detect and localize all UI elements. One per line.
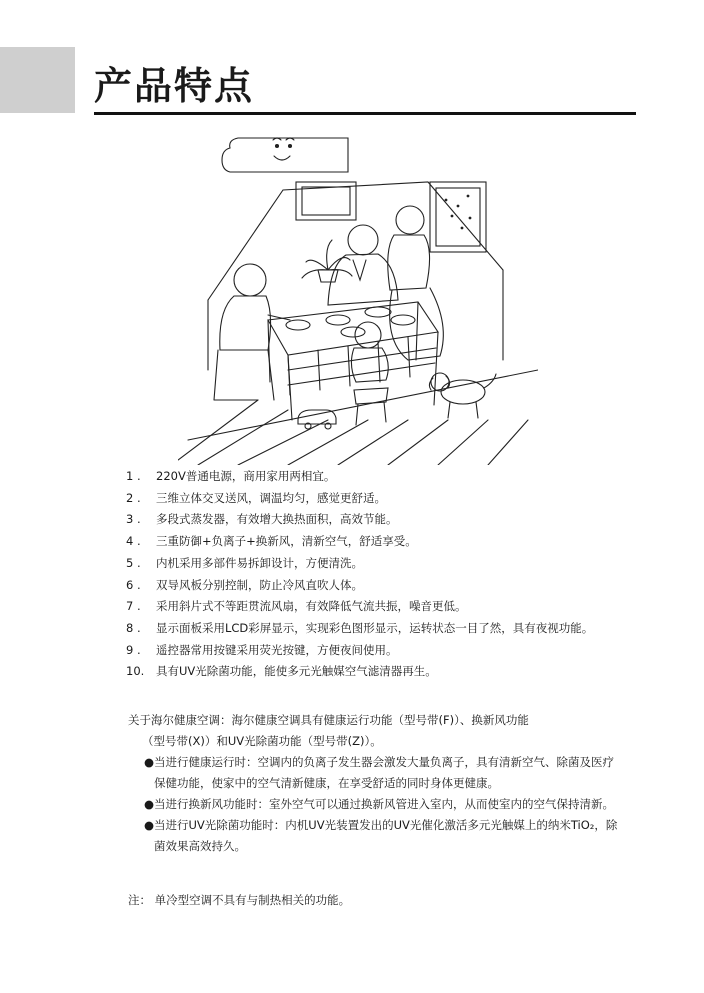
list-item: [128, 794, 618, 815]
item-text: 三维立体交叉送风，调温均匀，感觉更舒适。: [156, 490, 386, 505]
list-item: [128, 752, 618, 794]
item-number: 7 .: [126, 599, 141, 614]
list-item: [126, 618, 626, 640]
bullet-text: 当进行换新风功能时：室外空气可以通过换新风管进入室内，从而使室内的空气保持清新。: [154, 797, 614, 811]
air-conditioner-illustration: [222, 138, 348, 172]
bullet-icon: ●: [144, 818, 155, 832]
list-item: [126, 575, 626, 597]
item-text: 三重防御+负离子+换新风，清新空气，舒适享受。: [156, 534, 417, 549]
about-intro: 关于海尔健康空调：海尔健康空调具有健康运行功能（型号带(F)）、换新风功能: [128, 713, 529, 727]
item-number: 6 .: [126, 577, 141, 592]
list-item: [126, 596, 626, 618]
feature-list: [126, 466, 626, 683]
list-item: [126, 488, 626, 510]
title-underline: [94, 112, 636, 115]
about-health-ac: [128, 710, 618, 857]
item-number: 3 .: [126, 512, 141, 527]
chapter-tab: [0, 47, 75, 113]
item-text: 220V普通电源，商用家用两相宜。: [156, 469, 336, 483]
list-item: [128, 815, 618, 857]
item-text: 采用斜片式不等距贯流风扇，有效降低气流共振，噪音更低。: [156, 599, 467, 614]
footnote: 注： 单冷型空调不具有与制热相关的功能。: [128, 893, 351, 907]
list-item: [126, 509, 626, 531]
bullet-text: 当进行健康运行时：空调内的负离子发生器会激发大量负离子，具有清新空气、除菌及医疗保健功能，使家中的空气清新健康，在享受舒适的同时身体更健康。: [154, 755, 614, 790]
item-number: 8 .: [126, 620, 141, 635]
item-number: 2 .: [126, 490, 141, 505]
about-bullets: [128, 752, 618, 857]
item-text: 多段式蒸发器，有效增大换热面积，高效节能。: [156, 512, 398, 527]
list-item: [126, 531, 626, 553]
item-text: 双导风板分别控制，防止冷风直吹人体。: [156, 577, 363, 592]
list-item: [126, 640, 626, 662]
item-number: 1 .: [126, 469, 141, 483]
bullet-icon: ●: [144, 797, 155, 811]
item-text: 具有UV光除菌功能，能使多元光触媒空气滤清器再生。: [156, 664, 437, 679]
list-item: [126, 466, 626, 488]
item-text: 显示面板采用LCD彩屏显示，实现彩色图形显示，运转状态一目了然，具有夜视功能。: [156, 620, 594, 635]
bullet-icon: ●: [144, 755, 155, 769]
item-number: 10.: [126, 664, 145, 679]
page-title: 产品特点: [94, 64, 255, 108]
item-number: 9 .: [126, 642, 141, 657]
list-item: [126, 661, 626, 683]
item-text: 遥控器常用按键采用荧光按键，方便夜间使用。: [156, 642, 398, 657]
item-number: 4 .: [126, 534, 141, 549]
family-dining-illustration: [178, 120, 538, 465]
bullet-text: 当进行UV光除菌功能时：内机UV光装置发出的UV光催化激活多元光触媒上的纳米TiO₂，除菌效果高效持久。: [154, 818, 618, 853]
about-intro-cont: （型号带(X)）和UV光除菌功能（型号带(Z)）。: [142, 734, 382, 748]
list-item: [126, 553, 626, 575]
item-number: 5 .: [126, 555, 141, 570]
item-text: 内机采用多部件易拆卸设计，方便清洗。: [156, 555, 363, 570]
